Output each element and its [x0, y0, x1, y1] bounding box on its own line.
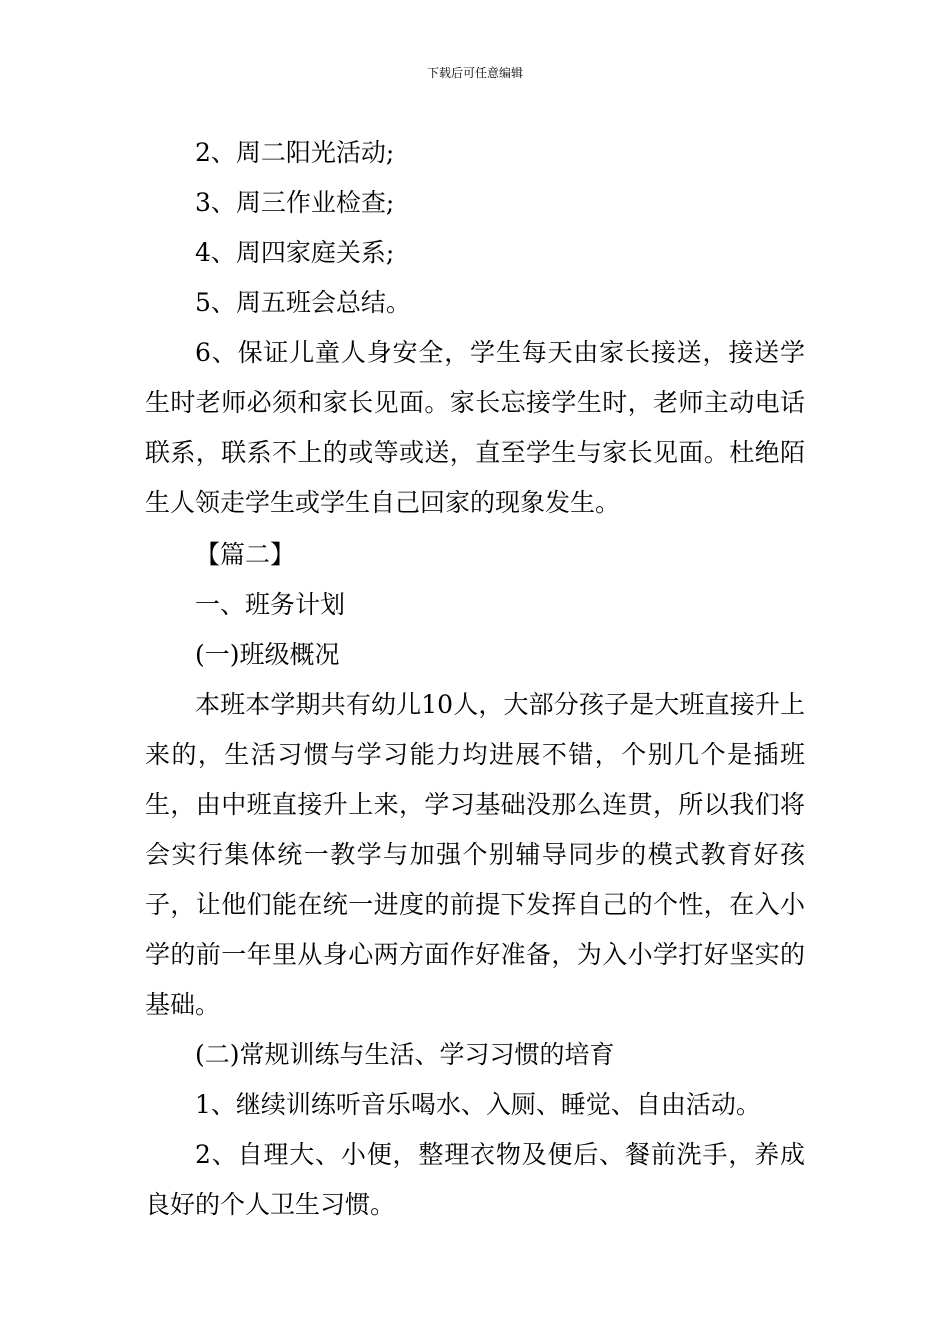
- list-item-thursday: 4、周四家庭关系;: [195, 238, 395, 267]
- heading-class-plan: 一、班务计划: [195, 590, 346, 619]
- list-item-wednesday: 3、周三作业检查;: [195, 188, 395, 217]
- subheading-routine-training: (二)常规训练与生活、学习习惯的培育: [195, 1040, 615, 1069]
- section-heading-part-two: 【篇二】: [195, 540, 296, 569]
- list-item-tuesday: 2、周二阳光活动;: [195, 138, 395, 167]
- list-item-friday: 5、周五班会总结。: [195, 288, 411, 317]
- document-body: [145, 128, 805, 1230]
- paragraph-class-overview: 本班本学期共有幼儿10人，大部分孩子是大班直接升上来的，生活习惯与学习能力均进展不错，个别几个是插班生，由中班直接升上来，学习基础没那么连贯，所以我们将会实行集体统一教学与加强个别辅导同步的模式教育好孩子，让他们能在统一进度的前提下发挥自己的个性，在入小学的前一年里从身心两方面作好准备，为入小学打好坚实的基础。: [145, 690, 805, 1019]
- subheading-class-overview: (一)班级概况: [195, 640, 340, 669]
- page-header: 下载后可任意编辑: [426, 66, 523, 80]
- list-item-routine-2: 2、自理大、小便，整理衣物及便后、餐前洗手，养成良好的个人卫生习惯。: [145, 1140, 805, 1219]
- list-item-routine-1: 1、继续训练听音乐喝水、入厕、睡觉、自由活动。: [195, 1090, 761, 1119]
- list-item-safety: 6、保证儿童人身安全，学生每天由家长接送，接送学生时老师必须和家长见面。家长忘接学生时，老师主动电话联系，联系不上的或等或送，直至学生与家长见面。杜绝陌生人领走学生或学生自己回家的现象发生。: [145, 338, 805, 517]
